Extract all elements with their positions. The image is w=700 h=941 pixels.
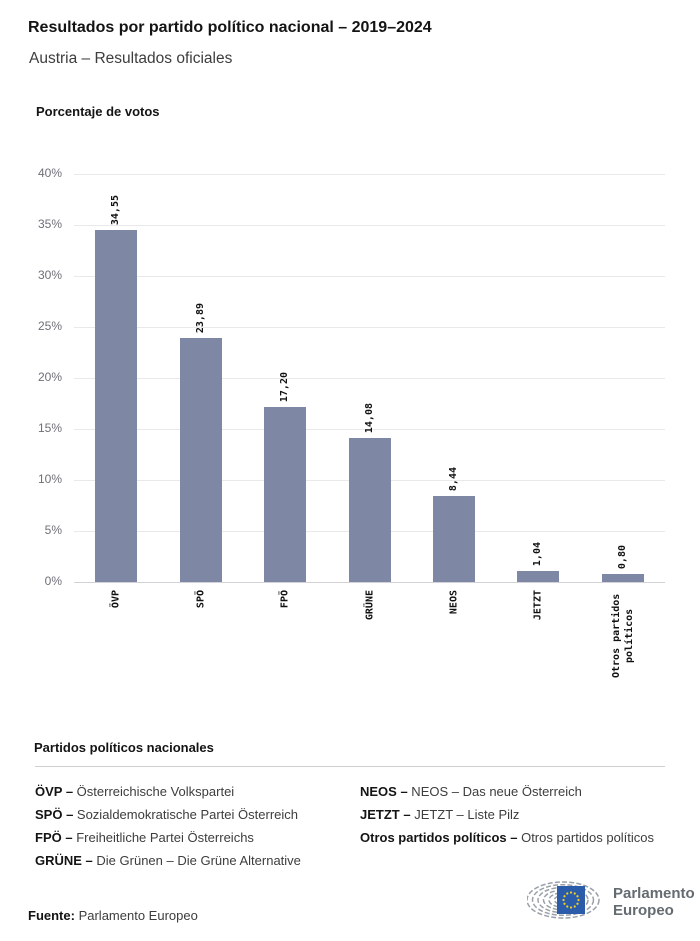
legend-item bbox=[360, 830, 654, 853]
source-value: Parlamento Europeo bbox=[78, 908, 198, 923]
legend-item-name: Österreichische Volkspartei bbox=[73, 784, 235, 799]
legend-item-name: NEOS – Das neue Österreich bbox=[407, 784, 582, 799]
bar-JETZT bbox=[517, 571, 559, 582]
bar-value-label: 17,20 bbox=[279, 371, 291, 402]
bar-value-label: 34,55 bbox=[110, 194, 122, 225]
bar-ÖVP bbox=[95, 230, 137, 582]
legend-item-abbr: SPÖ – bbox=[35, 807, 74, 822]
legend-item-name: Otros partidos políticos bbox=[517, 830, 655, 845]
gridline-40 bbox=[74, 174, 665, 175]
legend-item-name: JETZT – Liste Pilz bbox=[410, 807, 520, 822]
y-axis-tick-30: 30% bbox=[37, 268, 62, 282]
bar-FPÖ bbox=[264, 407, 306, 582]
legend-item-abbr: ÖVP – bbox=[35, 784, 74, 799]
page-subtitle: Austria – Resultados oficiales bbox=[29, 50, 233, 67]
logo-wordmark bbox=[613, 885, 695, 919]
eu-parliament-logo bbox=[527, 880, 695, 924]
legend-item bbox=[35, 807, 301, 830]
eu-flag-icon bbox=[557, 886, 585, 914]
hemicycle-icon bbox=[527, 880, 605, 924]
logo-line-2: Europeo bbox=[613, 902, 674, 919]
y-axis-tick-40: 40% bbox=[37, 166, 62, 180]
legend-item-abbr: FPÖ – bbox=[35, 830, 73, 845]
bar-NEOS bbox=[433, 496, 475, 582]
x-axis-label: JETZT bbox=[532, 590, 544, 621]
bar-Otros partidos políticos bbox=[602, 574, 644, 582]
y-axis-tick-15: 15% bbox=[37, 421, 62, 435]
legend-divider bbox=[35, 766, 665, 767]
gridline-35 bbox=[74, 225, 665, 226]
bar-value-label: 14,08 bbox=[363, 403, 375, 434]
y-axis-tick-5: 5% bbox=[44, 523, 62, 537]
x-axis-label: FPÖ bbox=[279, 590, 291, 609]
legend-item bbox=[360, 807, 654, 830]
gridline-20 bbox=[74, 378, 665, 379]
x-axis-label: Otros partidos políticos bbox=[610, 593, 635, 679]
source-label: Fuente: bbox=[28, 908, 75, 923]
legend-item bbox=[35, 853, 301, 876]
page-title: Resultados por partido político nacional – 2019–2024 bbox=[28, 19, 432, 36]
source-note bbox=[28, 908, 198, 923]
y-axis-tick-20: 20% bbox=[37, 370, 62, 384]
y-axis-tick-10: 10% bbox=[37, 472, 62, 486]
legend-item-abbr: JETZT – bbox=[360, 807, 411, 822]
bar-SPÖ bbox=[180, 338, 222, 582]
y-axis-tick-25: 25% bbox=[37, 319, 62, 333]
x-axis-label: GRÜNE bbox=[364, 590, 375, 621]
legend-item-name: Die Grünen – Die Grüne Alternative bbox=[92, 853, 301, 868]
gridline-0 bbox=[74, 582, 665, 583]
legend-item bbox=[35, 830, 301, 853]
legend-item bbox=[35, 784, 301, 807]
gridline-30 bbox=[74, 276, 665, 277]
legend-item-abbr: GRÜNE – bbox=[35, 853, 93, 868]
x-axis-label: ÖVP bbox=[110, 590, 122, 609]
legend-item bbox=[360, 784, 654, 807]
gridline-25 bbox=[74, 327, 665, 328]
bar-GRÜNE bbox=[349, 438, 391, 582]
x-axis-label: NEOS bbox=[448, 590, 460, 615]
y-axis-tick-35: 35% bbox=[37, 217, 62, 231]
bar-value-label: 1,04 bbox=[532, 542, 544, 567]
chart-title: Porcentaje de votos bbox=[36, 104, 160, 119]
bar-chart bbox=[0, 160, 700, 700]
logo-line-1: Parlamento bbox=[613, 885, 695, 902]
bar-value-label: 8,44 bbox=[447, 466, 459, 491]
legend-item-abbr: NEOS – bbox=[360, 784, 408, 799]
legend-heading: Partidos políticos nacionales bbox=[34, 740, 214, 755]
bar-value-label: 23,89 bbox=[194, 303, 206, 334]
legend-item-name: Freiheitliche Partei Österreichs bbox=[72, 830, 254, 845]
bar-value-label: 0,80 bbox=[616, 544, 628, 569]
y-axis-tick-0: 0% bbox=[44, 574, 62, 588]
x-axis-label: SPÖ bbox=[195, 590, 207, 609]
legend-item-abbr: Otros partidos políticos – bbox=[360, 830, 518, 845]
legend-column-right bbox=[360, 784, 654, 853]
legend-column-left bbox=[35, 784, 301, 876]
legend-item-name: Sozialdemokratische Partei Österreich bbox=[73, 807, 298, 822]
